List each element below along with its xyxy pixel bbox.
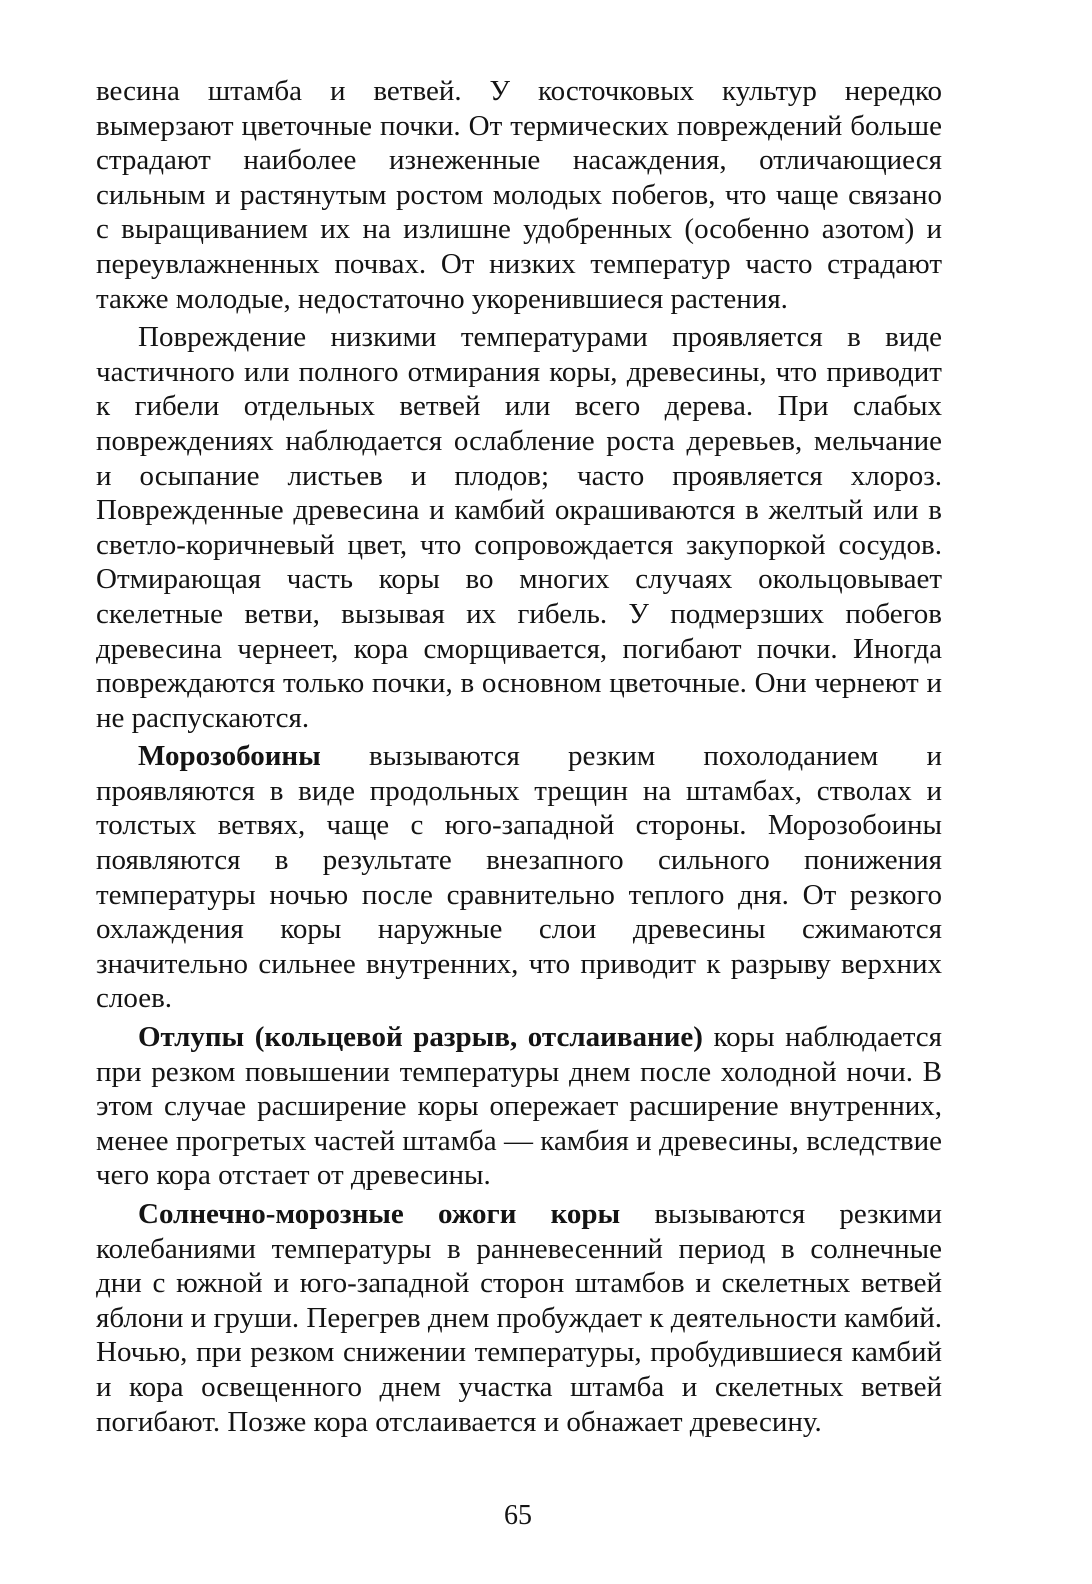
body-text <box>96 74 942 1443</box>
paragraph-sunscald <box>96 1197 942 1439</box>
paragraph-text: весина штамба и ветвей. У косточковых культур нередко вымерзают цветочные почки. От термических повреждений больше страдают наиболее изнеженные насаждения, отличающиеся сильным и растянутым ростом молодых побегов, что чаще связано с выращиванием их на излишне удобренных (особенно азотом) и переувлажненных почвах. От низких температур часто страдают также молодые, недостаточно укоренившиеся растения. <box>96 75 942 315</box>
page-number: 65 <box>504 1500 532 1531</box>
paragraph-bark-separation <box>96 1020 942 1193</box>
paragraph-low-temperature-damage <box>96 320 942 735</box>
term-bark-separation: Отлупы (кольцевой разрыв, отслаивание) <box>138 1021 703 1054</box>
term-sunscald: Солнечно-морозные ожоги коры <box>138 1198 621 1230</box>
paragraph-text: вызываются резким похолоданием и проявляются в виде продольных трещин на штамбах, стволах и толстых ветвях, чаще с юго-западной стороны. Морозобоины появляются в результате внезапного сильного понижения температуры ночью после сравнительно теплого дня. От резкого охлаждения коры наружные слои древесины сжимаются значительно сильнее внутренних, что приводит к разрыву верхних слоев. <box>96 740 942 1015</box>
paragraph-frost-cracks <box>96 739 942 1016</box>
term-frost-cracks: Морозобоины <box>138 740 321 773</box>
paragraph-text: вызываются резкими колебаниями температуры в ранневесенний период в солнечные дни с южной и юго-западной сторон штамбов и скелетных ветвей яблони и груши. Перегрев днем пробуждает к деятельности камбий. Ночью, при резком снижении температуры, пробудившиеся камбий и кора освещенного днем участка штамба и скелетных ветвей погибают. Позже кора отслаивается и обнажает древесину. <box>96 1198 942 1438</box>
paragraph-text: Повреждение низкими температурами проявляется в виде частичного или полного отмирания коры, древесины, что приводит к гибели отдельных ветвей или всего дерева. При слабых повреждениях наблюдается ослабление роста деревьев, мельчание и осыпание листьев и плодов; часто проявляется хлороз. Поврежденные древесина и камбий окрашиваются в желтый или в светло-коричневый цвет, что сопровождается закупоркой сосудов. Отмирающая часть коры во многих случаях окольцовывает скелетные ветви, вызывая их гибель. У подмерзших побегов древесина чернеет, кора сморщивается, погибают почки. Иногда повреждаются только почки, в основном цветочные. Они чернеют и не распускаются. <box>96 321 942 734</box>
paragraph-continuation <box>96 74 942 316</box>
paragraph-text: коры наблюдается при резком повышении температуры днем после холодной ночи. В этом случае расширение коры опережает расширение внутренних, менее прогретых частей штамба — камбия и древесины, вследствие чего кора отстает от древесины. <box>96 1021 942 1192</box>
